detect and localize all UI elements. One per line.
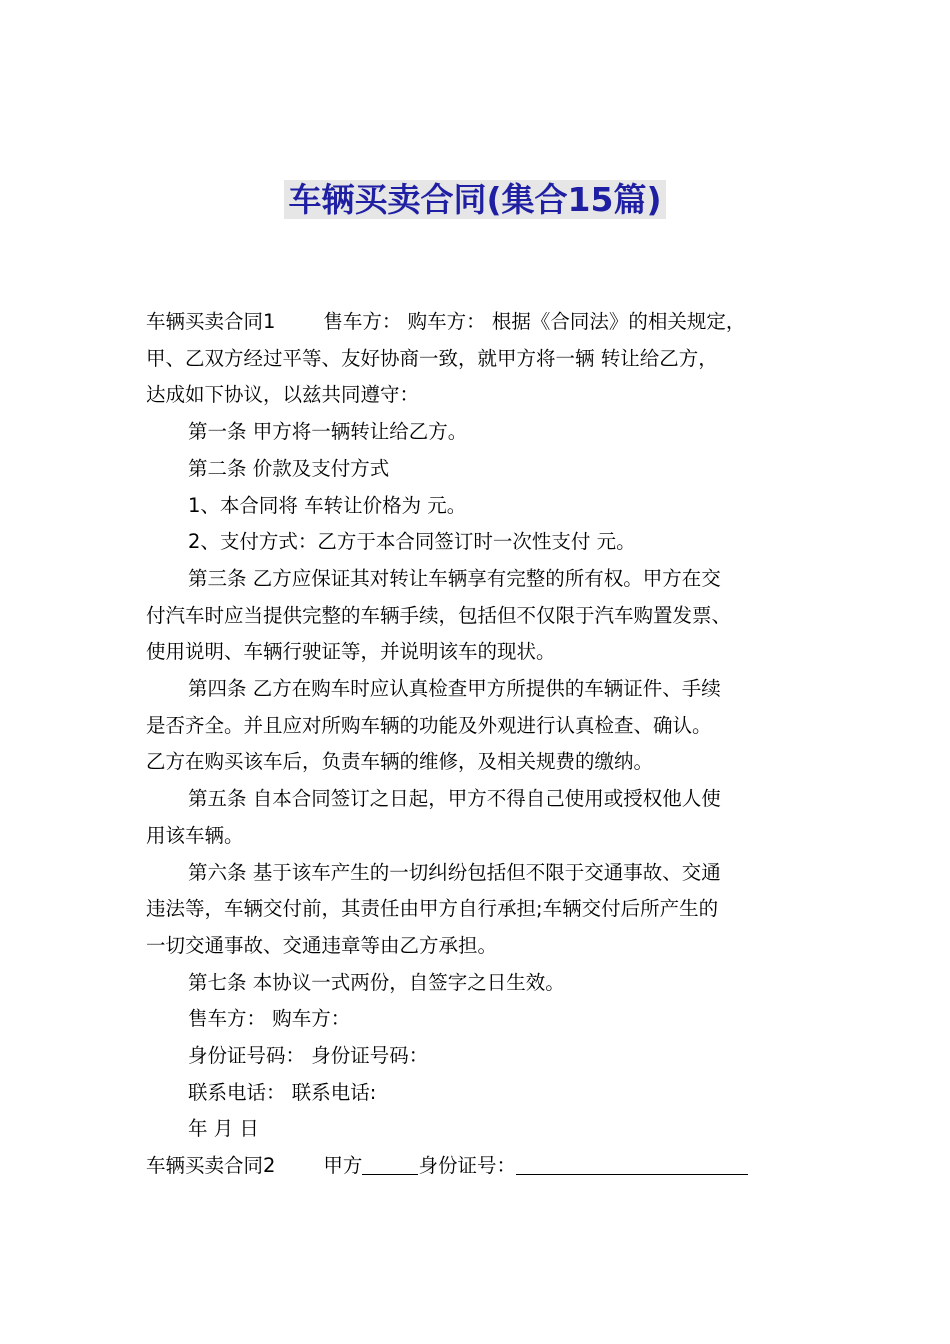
article-2-item-1: 1、本合同将 车转让价格为 元。 — [188, 493, 467, 517]
contract1-heading: 车辆买卖合同1 — [146, 310, 276, 333]
article-5-line1: 第五条 自本合同签订之日起，甲方不得自己使用或授权他人使 — [188, 787, 721, 811]
article-2-item-2: 2、支付方式：乙方于本合同签订时一次性支付 元。 — [188, 530, 636, 554]
article-7: 第七条 本协议一式两份，自签字之日生效。 — [188, 970, 565, 994]
signature-parties: 售车方： 购车方： — [188, 1007, 351, 1031]
article-3-line3: 使用说明、车辆行驶证等，并说明该车的现状。 — [146, 640, 556, 664]
document-body — [146, 304, 826, 1185]
contract1-intro-line2: 甲、乙双方经过平等、友好协商一致，就甲方将一辆 转让给乙方， — [146, 346, 718, 370]
article-5-line2: 用该车辆。 — [146, 823, 244, 847]
article-1: 第一条 甲方将一辆转让给乙方。 — [188, 420, 468, 444]
signature-phone: 联系电话： 联系电话: — [188, 1080, 377, 1104]
party-a-label: 甲方 — [323, 1154, 363, 1178]
article-6-line2: 违法等，车辆交付前，其责任由甲方自行承担;车辆交付后所产生的 — [146, 897, 719, 921]
party-a-blank — [362, 1152, 418, 1175]
article-3-line2: 付汽车时应当提供完整的车辆手续，包括但不仅限于汽车购置发票、 — [146, 603, 732, 627]
article-4-line2: 是否齐全。并且应对所购车辆的功能及外观进行认真检查、确认。 — [146, 713, 712, 737]
signature-date: 年 月 日 — [188, 1117, 259, 1141]
article-4-line1: 第四条 乙方在购车时应认真检查甲方所提供的车辆证件、手续 — [188, 677, 721, 701]
id-blank — [516, 1152, 748, 1175]
document-title: 车辆买卖合同(集合15篇) — [0, 178, 950, 222]
article-4-line3: 乙方在购买该车后，负责车辆的维修，及相关规费的缴纳。 — [146, 750, 654, 774]
article-2: 第二条 价款及支付方式 — [188, 456, 390, 480]
contract1-intro-line1: 车辆买卖合同1 售车方： 购车方： 根据《合同法》的相关规定， — [146, 310, 746, 333]
contract2-line1 — [146, 1148, 826, 1185]
id-label: 身份证号： — [418, 1154, 516, 1178]
article-6-line3: 一切交通事故、交通违章等由乙方承担。 — [146, 933, 498, 957]
article-3-line1: 第三条 乙方应保证其对转让车辆享有完整的所有权。甲方在交 — [188, 566, 721, 590]
article-6-line1: 第六条 基于该车产生的一切纠纷包括但不限于交通事故、交通 — [188, 860, 721, 884]
contract1-intro-line3: 达成如下协议，以兹共同遵守： — [146, 383, 420, 407]
signature-id: 身份证号码： 身份证号码： — [188, 1044, 429, 1068]
contract2-heading: 车辆买卖合同2 — [146, 1154, 276, 1178]
